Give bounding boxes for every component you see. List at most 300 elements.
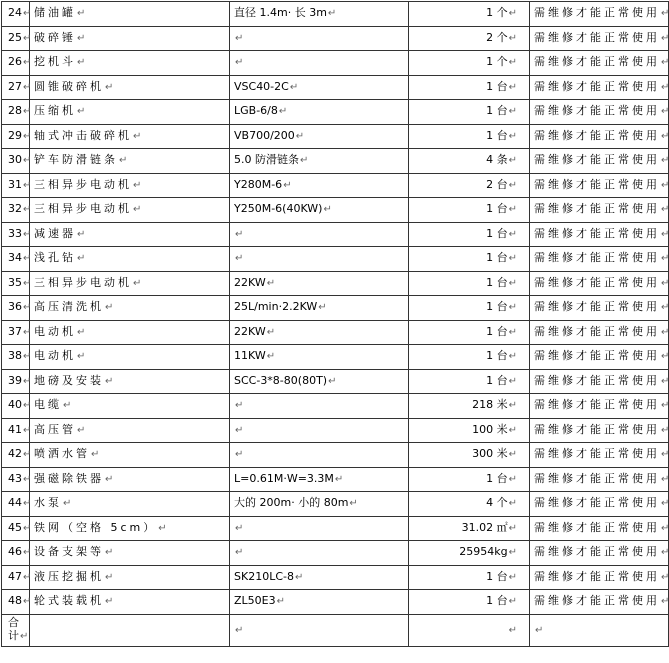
- table-row: [2, 75, 669, 100]
- equipment-note: [530, 271, 669, 296]
- equipment-quantity-text: 1 台: [486, 349, 508, 363]
- equipment-quantity-text: 218 米: [472, 398, 508, 412]
- equipment-note-text: 需维修才能正常使用: [534, 251, 660, 265]
- table-row: [2, 51, 669, 76]
- total-spec: [230, 614, 409, 646]
- paragraph-mark-icon: ↵: [508, 473, 517, 485]
- equipment-note: [530, 100, 669, 125]
- equipment-note-text: 需维修才能正常使用: [534, 569, 660, 583]
- table-row: [2, 124, 669, 149]
- paragraph-mark-icon: ↵: [661, 302, 669, 314]
- paragraph-mark-icon: ↵: [661, 596, 669, 608]
- equipment-name-text: 强磁除铁器: [34, 471, 104, 485]
- paragraph-mark-icon: ↵: [289, 81, 299, 93]
- row-number: [2, 467, 30, 492]
- table-row: [2, 369, 669, 394]
- row-number: [2, 369, 30, 394]
- equipment-note: [530, 443, 669, 468]
- paragraph-mark-icon: ↵: [23, 522, 32, 534]
- equipment-note: [530, 492, 669, 517]
- equipment-name-text: 设备支架等: [34, 545, 104, 559]
- equipment-note: [530, 124, 669, 149]
- equipment-quantity: [409, 590, 530, 615]
- paragraph-mark-icon: ↵: [508, 32, 517, 44]
- paragraph-mark-icon: ↵: [23, 81, 32, 93]
- equipment-spec-text: VSC40-2C: [234, 79, 289, 93]
- row-number: [2, 51, 30, 76]
- equipment-quantity: [409, 369, 530, 394]
- paragraph-mark-icon: ↵: [23, 302, 32, 314]
- paragraph-mark-icon: ↵: [20, 630, 29, 642]
- table-row: [2, 247, 669, 272]
- row-number: [2, 590, 30, 615]
- row-number-text: 29: [8, 128, 22, 142]
- row-number-text: 32: [8, 202, 22, 216]
- equipment-note: [530, 51, 669, 76]
- equipment-name-text: 铁网（空格 5cm）: [34, 520, 158, 534]
- equipment-note-text: 需维修才能正常使用: [534, 153, 660, 167]
- paragraph-mark-icon: ↵: [661, 130, 669, 142]
- row-number: [2, 124, 30, 149]
- equipment-quantity: [409, 320, 530, 345]
- equipment-spec-text: 直径 1.4m· 长 3m: [234, 6, 327, 20]
- equipment-name: [30, 124, 230, 149]
- table-row: [2, 149, 669, 174]
- paragraph-mark-icon: ↵: [508, 179, 517, 191]
- paragraph-mark-icon: ↵: [23, 400, 32, 412]
- paragraph-mark-icon: ↵: [23, 547, 32, 559]
- paragraph-mark-icon: ↵: [661, 179, 669, 191]
- paragraph-mark-icon: ↵: [535, 624, 544, 636]
- paragraph-mark-icon: ↵: [508, 57, 517, 69]
- table-row: [2, 418, 669, 443]
- equipment-spec: [230, 296, 409, 321]
- row-number: [2, 394, 30, 419]
- row-number-text: 46: [8, 545, 22, 559]
- paragraph-mark-icon: ↵: [77, 57, 86, 69]
- equipment-table: [1, 1, 669, 647]
- paragraph-mark-icon: ↵: [508, 106, 517, 118]
- equipment-spec-text: L=0.61M·W=3.3M: [234, 471, 334, 485]
- paragraph-mark-icon: ↵: [323, 204, 332, 216]
- equipment-name-text: 铲车防滑链条: [34, 153, 118, 167]
- paragraph-mark-icon: ↵: [23, 498, 32, 510]
- paragraph-mark-icon: ↵: [349, 498, 358, 510]
- equipment-name: [30, 320, 230, 345]
- equipment-name: [30, 198, 230, 223]
- equipment-spec: [230, 75, 409, 100]
- equipment-note-text: 需维修才能正常使用: [534, 349, 660, 363]
- equipment-quantity: [409, 541, 530, 566]
- table-row: [2, 590, 669, 615]
- equipment-note: [530, 345, 669, 370]
- row-number: [2, 222, 30, 247]
- paragraph-mark-icon: ↵: [278, 106, 288, 118]
- equipment-spec-text: ZL50E3: [234, 594, 276, 608]
- paragraph-mark-icon: ↵: [63, 400, 72, 412]
- paragraph-mark-icon: ↵: [235, 449, 244, 461]
- paragraph-mark-icon: ↵: [77, 32, 86, 44]
- equipment-quantity: [409, 2, 530, 27]
- paragraph-mark-icon: ↵: [508, 547, 517, 559]
- paragraph-mark-icon: ↵: [661, 253, 669, 265]
- paragraph-mark-icon: ↵: [508, 130, 517, 142]
- equipment-quantity-text: 1 台: [486, 104, 508, 118]
- table-row: [2, 320, 669, 345]
- equipment-quantity-text: 2 台: [486, 177, 508, 191]
- row-number: [2, 296, 30, 321]
- equipment-quantity: [409, 124, 530, 149]
- equipment-note: [530, 418, 669, 443]
- paragraph-mark-icon: ↵: [661, 547, 669, 559]
- paragraph-mark-icon: ↵: [266, 351, 276, 363]
- equipment-note-text: 需维修才能正常使用: [534, 594, 660, 608]
- equipment-spec-text: 25L/min·2.2KW: [234, 300, 318, 314]
- paragraph-mark-icon: ↵: [508, 253, 517, 265]
- equipment-spec: [230, 2, 409, 27]
- equipment-note: [530, 541, 669, 566]
- paragraph-mark-icon: ↵: [508, 522, 517, 534]
- equipment-note-text: 需维修才能正常使用: [534, 373, 660, 387]
- equipment-note: [530, 394, 669, 419]
- table-row: [2, 100, 669, 125]
- equipment-quantity: [409, 51, 530, 76]
- equipment-note: [530, 173, 669, 198]
- equipment-spec-text: 22KW: [234, 275, 266, 289]
- paragraph-mark-icon: ↵: [300, 155, 309, 167]
- paragraph-mark-icon: ↵: [133, 204, 142, 216]
- table-row: [2, 26, 669, 51]
- equipment-name: [30, 369, 230, 394]
- equipment-note-text: 需维修才能正常使用: [534, 55, 660, 69]
- equipment-name: [30, 443, 230, 468]
- paragraph-mark-icon: ↵: [661, 81, 669, 93]
- equipment-spec: [230, 516, 409, 541]
- equipment-name: [30, 516, 230, 541]
- equipment-spec: [230, 198, 409, 223]
- table-row: [2, 565, 669, 590]
- paragraph-mark-icon: ↵: [23, 326, 32, 338]
- paragraph-mark-icon: ↵: [661, 449, 669, 461]
- paragraph-mark-icon: ↵: [105, 302, 114, 314]
- equipment-spec: [230, 394, 409, 419]
- equipment-quantity: [409, 418, 530, 443]
- equipment-note-text: 需维修才能正常使用: [534, 6, 660, 20]
- row-number-text: 36: [8, 300, 22, 314]
- equipment-name: [30, 590, 230, 615]
- row-number-text: 45: [8, 520, 22, 534]
- equipment-quantity: [409, 467, 530, 492]
- paragraph-mark-icon: ↵: [23, 204, 32, 216]
- paragraph-mark-icon: ↵: [508, 81, 517, 93]
- row-number-text: 43: [8, 471, 22, 485]
- paragraph-mark-icon: ↵: [661, 473, 669, 485]
- equipment-name-text: 减速器: [34, 226, 76, 240]
- total-label: [2, 614, 30, 646]
- row-number-text: 47: [8, 569, 22, 583]
- row-number-text: 31: [8, 177, 22, 191]
- total-row: [2, 614, 669, 646]
- equipment-quantity-text: 4 个: [486, 496, 508, 510]
- paragraph-mark-icon: ↵: [318, 302, 327, 314]
- equipment-quantity-text: 4 条: [486, 153, 508, 167]
- paragraph-mark-icon: ↵: [266, 277, 276, 289]
- paragraph-mark-icon: ↵: [235, 547, 244, 559]
- paragraph-mark-icon: ↵: [334, 473, 344, 485]
- paragraph-mark-icon: ↵: [105, 473, 114, 485]
- total-label-line2: [8, 629, 27, 643]
- table-row: [2, 516, 669, 541]
- table-row: [2, 296, 669, 321]
- paragraph-mark-icon: ↵: [661, 228, 669, 240]
- equipment-note-text: 需维修才能正常使用: [534, 471, 660, 485]
- row-number-text: 28: [8, 104, 22, 118]
- row-number-text: 39: [8, 373, 22, 387]
- paragraph-mark-icon: ↵: [661, 106, 669, 118]
- equipment-quantity-text: 300 米: [472, 447, 508, 461]
- paragraph-mark-icon: ↵: [23, 449, 32, 461]
- row-number-text: 41: [8, 422, 22, 436]
- equipment-quantity-text: 1 台: [486, 324, 508, 338]
- paragraph-mark-icon: ↵: [661, 32, 669, 44]
- equipment-name-text: 挖机斗: [34, 55, 76, 69]
- row-number-text: 37: [8, 324, 22, 338]
- paragraph-mark-icon: ↵: [661, 522, 669, 534]
- paragraph-mark-icon: ↵: [266, 326, 276, 338]
- paragraph-mark-icon: ↵: [105, 571, 114, 583]
- equipment-spec-text: Y250M-6(40KW): [234, 202, 323, 216]
- paragraph-mark-icon: ↵: [661, 498, 669, 510]
- equipment-spec: [230, 369, 409, 394]
- paragraph-mark-icon: ↵: [661, 375, 669, 387]
- equipment-name-text: 浅孔钻: [34, 251, 76, 265]
- equipment-quantity-text: 1 个: [486, 55, 508, 69]
- equipment-name: [30, 173, 230, 198]
- equipment-spec: [230, 443, 409, 468]
- row-number-text: 34: [8, 251, 22, 265]
- paragraph-mark-icon: ↵: [23, 155, 32, 167]
- paragraph-mark-icon: ↵: [77, 253, 86, 265]
- equipment-name-text: 储油罐: [34, 6, 76, 20]
- paragraph-mark-icon: ↵: [235, 228, 244, 240]
- equipment-quantity-text: 1 台: [486, 275, 508, 289]
- paragraph-mark-icon: ↵: [508, 571, 517, 583]
- paragraph-mark-icon: ↵: [105, 81, 114, 93]
- paragraph-mark-icon: ↵: [508, 277, 517, 289]
- equipment-spec: [230, 467, 409, 492]
- equipment-quantity: [409, 247, 530, 272]
- paragraph-mark-icon: ↵: [23, 571, 32, 583]
- row-number: [2, 320, 30, 345]
- paragraph-mark-icon: ↵: [23, 253, 32, 265]
- equipment-note: [530, 296, 669, 321]
- equipment-spec-text: SK210LC-8: [234, 569, 294, 583]
- equipment-name-text: 三相异步电动机: [34, 275, 132, 289]
- table-row: [2, 492, 669, 517]
- equipment-note-text: 需维修才能正常使用: [534, 128, 660, 142]
- equipment-name: [30, 51, 230, 76]
- equipment-name-text: 三相异步电动机: [34, 202, 132, 216]
- row-number: [2, 247, 30, 272]
- equipment-spec-text: LGB-6/8: [234, 104, 278, 118]
- row-number: [2, 149, 30, 174]
- paragraph-mark-icon: ↵: [661, 424, 669, 436]
- paragraph-mark-icon: ↵: [294, 571, 304, 583]
- paragraph-mark-icon: ↵: [23, 130, 32, 142]
- equipment-note-text: 需维修才能正常使用: [534, 496, 660, 510]
- row-number-text: 42: [8, 447, 22, 461]
- table-row: [2, 271, 669, 296]
- paragraph-mark-icon: ↵: [23, 57, 32, 69]
- table-row: [2, 173, 669, 198]
- equipment-note-text: 需维修才能正常使用: [534, 79, 660, 93]
- row-number: [2, 418, 30, 443]
- paragraph-mark-icon: ↵: [23, 596, 32, 608]
- row-number-text: 40: [8, 398, 22, 412]
- row-number-text: 44: [8, 496, 22, 510]
- equipment-note: [530, 222, 669, 247]
- row-number: [2, 2, 30, 27]
- equipment-name: [30, 296, 230, 321]
- equipment-note: [530, 198, 669, 223]
- equipment-spec-text: VB700/200: [234, 128, 295, 142]
- row-number: [2, 516, 30, 541]
- equipment-name: [30, 541, 230, 566]
- paragraph-mark-icon: ↵: [235, 624, 244, 636]
- paragraph-mark-icon: ↵: [235, 253, 244, 265]
- paragraph-mark-icon: ↵: [508, 424, 517, 436]
- equipment-quantity-text: 1 台: [486, 128, 508, 142]
- paragraph-mark-icon: ↵: [508, 8, 517, 20]
- equipment-quantity-text: 25954kg: [459, 545, 508, 559]
- paragraph-mark-icon: ↵: [133, 277, 142, 289]
- equipment-spec: [230, 418, 409, 443]
- equipment-name: [30, 222, 230, 247]
- equipment-name-text: 三相异步电动机: [34, 177, 132, 191]
- paragraph-mark-icon: ↵: [23, 375, 32, 387]
- equipment-name: [30, 149, 230, 174]
- equipment-quantity-text: 1 台: [486, 471, 508, 485]
- paragraph-mark-icon: ↵: [23, 277, 32, 289]
- paragraph-mark-icon: ↵: [23, 473, 32, 485]
- paragraph-mark-icon: ↵: [77, 106, 86, 118]
- paragraph-mark-icon: ↵: [508, 302, 517, 314]
- equipment-quantity: [409, 100, 530, 125]
- paragraph-mark-icon: ↵: [105, 375, 114, 387]
- equipment-spec-text: SCC-3*8-80(80T): [234, 373, 328, 387]
- paragraph-mark-icon: ↵: [508, 624, 517, 636]
- row-number-text: 24: [8, 6, 22, 20]
- equipment-note: [530, 149, 669, 174]
- row-number-text: 25: [8, 30, 22, 44]
- paragraph-mark-icon: ↵: [328, 375, 337, 387]
- equipment-note-text: 需维修才能正常使用: [534, 177, 660, 191]
- table-row: [2, 345, 669, 370]
- equipment-name-text: 电缆: [34, 398, 62, 412]
- table-row: [2, 394, 669, 419]
- row-number-text: 48: [8, 594, 22, 608]
- paragraph-mark-icon: ↵: [508, 498, 517, 510]
- equipment-name: [30, 418, 230, 443]
- paragraph-mark-icon: ↵: [77, 424, 86, 436]
- equipment-spec: [230, 149, 409, 174]
- equipment-name: [30, 394, 230, 419]
- equipment-name-text: 地磅及安装: [34, 373, 104, 387]
- equipment-quantity: [409, 149, 530, 174]
- equipment-quantity: [409, 345, 530, 370]
- row-number-text: 27: [8, 79, 22, 93]
- equipment-quantity-text: 1 台: [486, 251, 508, 265]
- equipment-quantity: [409, 173, 530, 198]
- table-row: [2, 467, 669, 492]
- paragraph-mark-icon: ↵: [23, 351, 32, 363]
- equipment-name-text: 喷洒水管: [34, 447, 90, 461]
- paragraph-mark-icon: ↵: [105, 547, 114, 559]
- paragraph-mark-icon: ↵: [133, 130, 142, 142]
- paragraph-mark-icon: ↵: [508, 375, 517, 387]
- paragraph-mark-icon: ↵: [105, 596, 114, 608]
- equipment-note-text: 需维修才能正常使用: [534, 300, 660, 314]
- paragraph-mark-icon: ↵: [508, 326, 517, 338]
- row-number: [2, 75, 30, 100]
- equipment-name: [30, 26, 230, 51]
- equipment-spec: [230, 51, 409, 76]
- equipment-quantity-text: 1 个: [486, 6, 508, 20]
- paragraph-mark-icon: ↵: [661, 400, 669, 412]
- equipment-name-text: 电动机: [34, 324, 76, 338]
- paragraph-mark-icon: ↵: [77, 228, 86, 240]
- equipment-note: [530, 26, 669, 51]
- equipment-spec: [230, 222, 409, 247]
- equipment-quantity-text: 1 台: [486, 300, 508, 314]
- paragraph-mark-icon: ↵: [23, 106, 32, 118]
- total-label-line1: 合: [8, 615, 19, 629]
- equipment-note-text: 需维修才能正常使用: [534, 275, 660, 289]
- equipment-note-text: 需维修才能正常使用: [534, 520, 660, 534]
- total-note: [530, 614, 669, 646]
- paragraph-mark-icon: ↵: [77, 326, 86, 338]
- equipment-spec: [230, 492, 409, 517]
- paragraph-mark-icon: ↵: [23, 179, 32, 191]
- equipment-note-text: 需维修才能正常使用: [534, 226, 660, 240]
- equipment-spec-text: 22KW: [234, 324, 266, 338]
- equipment-note: [530, 369, 669, 394]
- table-row: [2, 541, 669, 566]
- equipment-name: [30, 565, 230, 590]
- paragraph-mark-icon: ↵: [295, 130, 305, 142]
- row-number: [2, 26, 30, 51]
- equipment-spec-text: Y280M-6: [234, 177, 283, 191]
- equipment-note: [530, 565, 669, 590]
- equipment-name: [30, 492, 230, 517]
- equipment-spec: [230, 345, 409, 370]
- paragraph-mark-icon: ↵: [661, 326, 669, 338]
- equipment-name-text: 圆锥破碎机: [34, 79, 104, 93]
- equipment-name: [30, 467, 230, 492]
- equipment-spec: [230, 173, 409, 198]
- total-quantity: [409, 614, 530, 646]
- paragraph-mark-icon: ↵: [23, 424, 32, 436]
- table-body: [2, 2, 669, 647]
- table-row: [2, 443, 669, 468]
- paragraph-mark-icon: ↵: [235, 424, 244, 436]
- equipment-spec-text: 5.0 防滑链条: [234, 153, 299, 167]
- equipment-note-text: 需维修才能正常使用: [534, 545, 660, 559]
- equipment-quantity: [409, 75, 530, 100]
- row-number: [2, 541, 30, 566]
- paragraph-mark-icon: ↵: [91, 449, 100, 461]
- equipment-note-text: 需维修才能正常使用: [534, 447, 660, 461]
